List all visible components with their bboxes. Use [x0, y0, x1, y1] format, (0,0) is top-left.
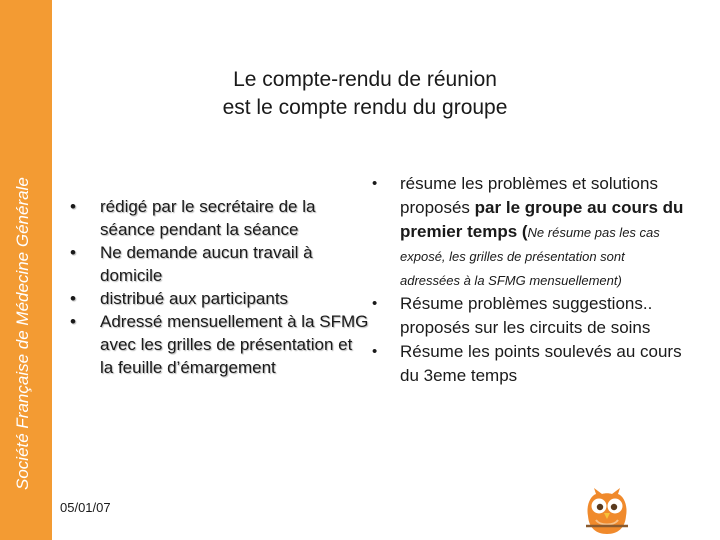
list-item-text: rédigé par le secrétaire de la séance pendant la séance — [100, 197, 316, 239]
list-item-text: résume les problèmes et solutions proposés — [400, 174, 658, 217]
list-item — [70, 195, 370, 241]
list-item-text: Ne demande aucun travail à domicile — [100, 243, 313, 285]
owl-logo-icon — [582, 486, 632, 536]
slide-date: 05/01/07 — [60, 500, 111, 515]
right-bullet-list — [370, 172, 685, 388]
bullet-icon: • — [70, 243, 76, 262]
list-item — [370, 292, 685, 340]
list-item — [70, 287, 370, 310]
left-bullet-list — [70, 195, 370, 379]
list-item — [370, 340, 685, 388]
bullet-icon: • — [372, 295, 378, 312]
list-item — [70, 241, 370, 287]
bullet-icon: • — [70, 197, 76, 216]
title-line-2: est le compte rendu du groupe — [222, 96, 508, 119]
list-item-text: distribué aux participants — [100, 289, 289, 308]
bullet-icon: • — [70, 312, 76, 331]
slide-title — [160, 66, 570, 122]
list-item-note: Ne résume pas les cas exposé, les grilles de présentation sont adressées à la SFMG mensuellement) — [400, 225, 660, 288]
list-item-bold-text: par le groupe au cours du premier temps ( — [400, 198, 684, 241]
organization-name: Société Française de Médecine Générale — [13, 177, 32, 490]
list-item-text: Résume les points soulevés au cours du 3eme temps — [400, 342, 682, 385]
list-item — [370, 172, 685, 292]
bullet-icon: • — [372, 175, 378, 192]
bullet-icon: • — [372, 343, 378, 360]
list-item-text: Résume problèmes suggestions.. proposés sur les circuits de soins — [400, 294, 653, 337]
sidebar-band — [0, 0, 52, 540]
list-item — [70, 310, 370, 379]
title-line-1: Le compte-rendu de réunion — [233, 68, 497, 91]
list-item-text: Adressé mensuellement à la SFMG avec les grilles de présentation et la feuille d’émargement — [100, 312, 369, 377]
bullet-icon: • — [70, 289, 76, 308]
